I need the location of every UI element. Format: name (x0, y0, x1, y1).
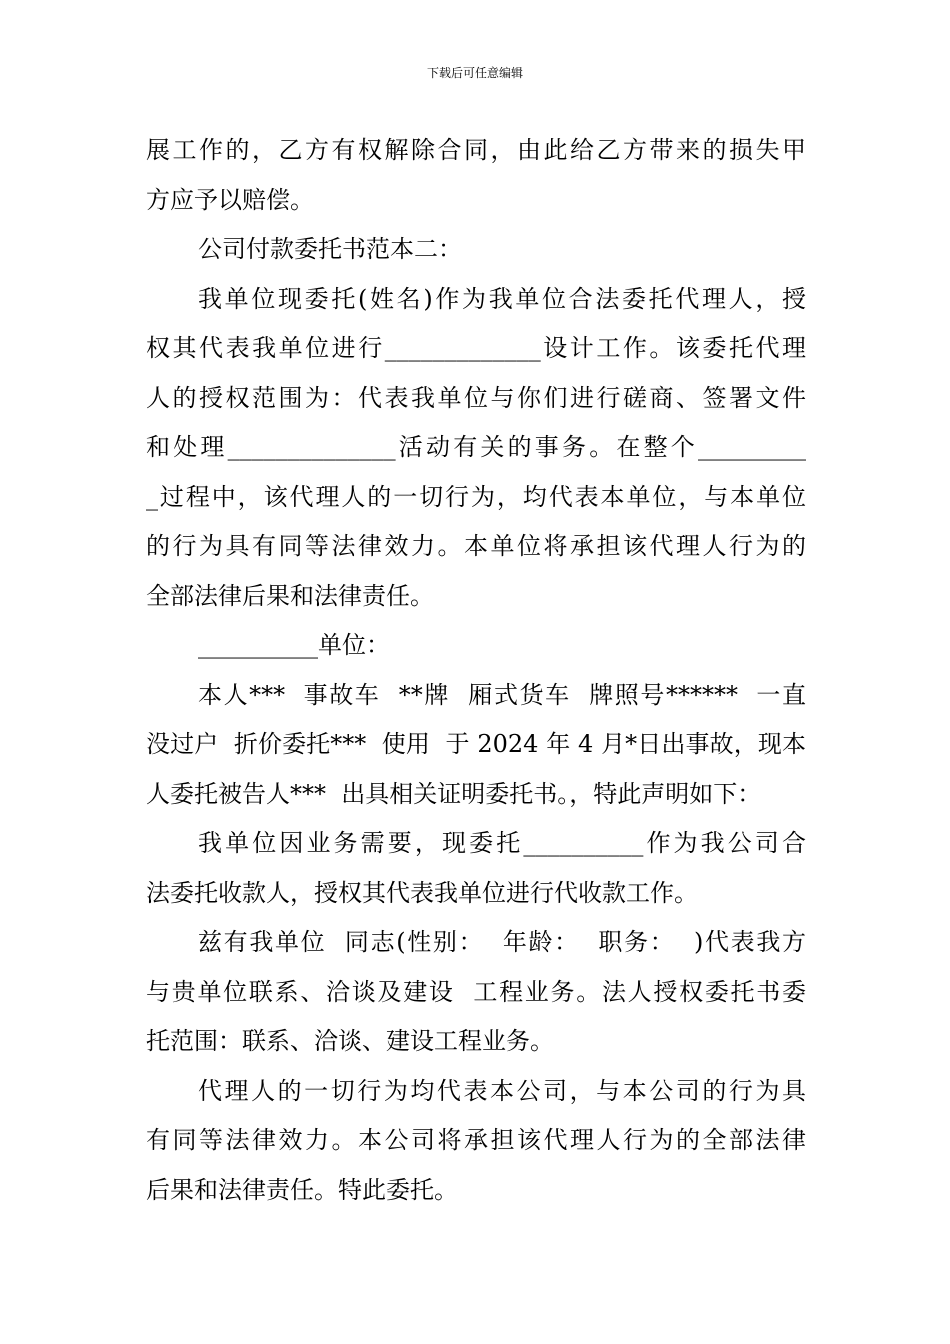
text-line: 权其代表我单位进行_____________设计工作。该委托代理 (146, 334, 806, 362)
paragraph-design-authorization (146, 275, 806, 622)
page-header: 下载后可任意编辑 (426, 66, 523, 80)
text-line: 本人*** 事故车 **牌 厢式货车 牌照号****** 一直 (198, 680, 806, 709)
text-line: 我单位因业务需要，现委托__________作为我公司合 (198, 829, 806, 857)
text-line: 兹有我单位 同志(性别： 年龄： 职务： )代表我方 (198, 928, 806, 956)
text-line: 我单位现委托(姓名)作为我单位合法委托代理人，授 (198, 284, 806, 313)
section-heading-text: 公司付款委托书范本二： (198, 235, 462, 263)
text-line: _过程中，该代理人的一切行为，均代表本单位，与本单位 (146, 482, 806, 511)
text-line: 方应予以赔偿。 (146, 185, 314, 214)
document-body (146, 126, 806, 1215)
text-line: 没过户 折价委托*** 使用 于 2024 年 4 月*日出事故，现本 (146, 730, 806, 758)
paragraph-payment-collection (146, 819, 806, 918)
text-line: 全部法律后果和法律责任。 (146, 581, 434, 610)
paragraph-legal-effect (146, 1067, 806, 1216)
text-line: 与贵单位联系、洽谈及建设 工程业务。法人授权委托书委 (146, 977, 806, 1006)
text-line: 人委托被告人*** 出具相关证明委托书。，特此声明如下： (146, 779, 762, 808)
text-line: 法委托收款人，授权其代表我单位进行代收款工作。 (146, 878, 698, 907)
paragraph-representative (146, 918, 806, 1067)
text-line: 托范围：联系、洽谈、建设工程业务。 (146, 1027, 554, 1055)
text-line: 展工作的，乙方有权解除合同，由此给乙方带来的损失甲 (146, 136, 806, 164)
signature-unit-line (146, 621, 806, 671)
text-line: 和处理______________活动有关的事务。在整个_________ (146, 433, 806, 461)
paragraph-contract-termination (146, 126, 806, 225)
text-line: __________单位： (198, 631, 390, 659)
paragraph-accident-vehicle (146, 671, 806, 820)
text-line: 的行为具有同等法律效力。本单位将承担该代理人行为的 (146, 532, 806, 560)
text-line: 后果和法律责任。特此委托。 (146, 1175, 458, 1204)
text-line: 代理人的一切行为均代表本公司，与本公司的行为具 (198, 1076, 806, 1105)
section-heading (146, 225, 806, 275)
text-line: 人的授权范围为：代表我单位与你们进行磋商、签署文件 (146, 383, 806, 412)
text-line: 有同等法律效力。本公司将承担该代理人行为的全部法律 (146, 1126, 806, 1154)
